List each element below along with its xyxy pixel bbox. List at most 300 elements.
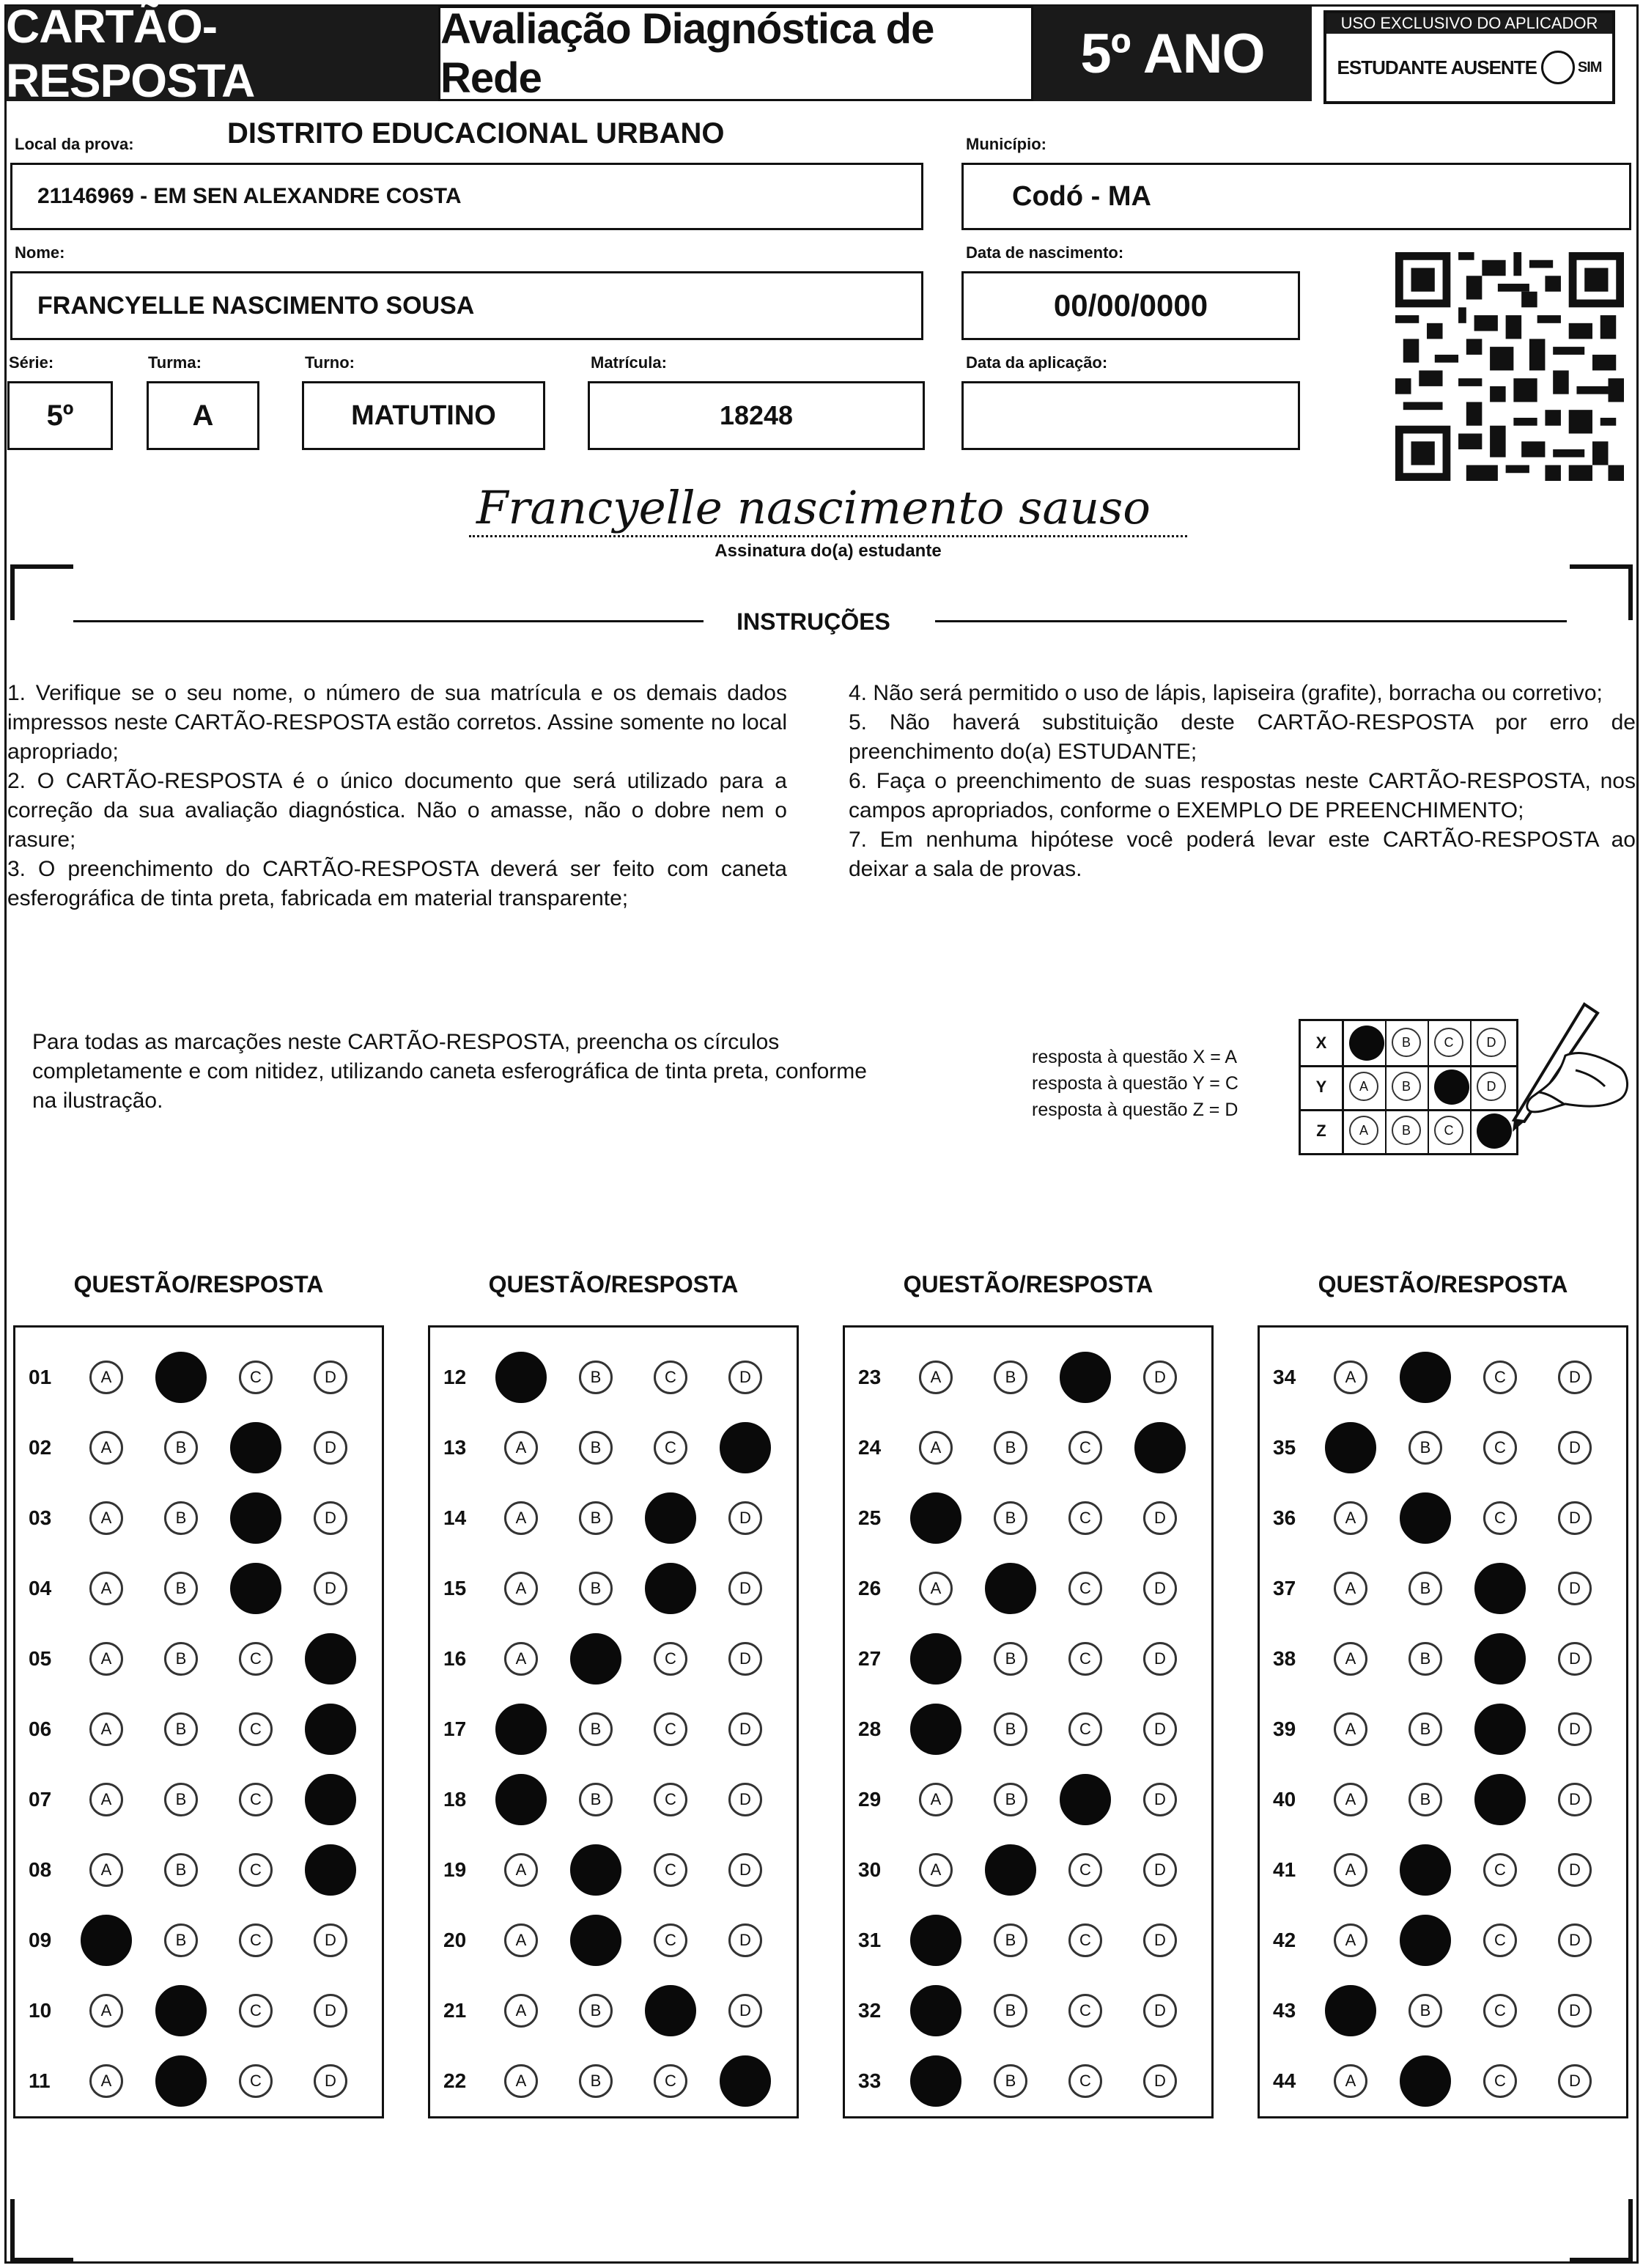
serie-value: 5º (46, 399, 74, 432)
answer-bubble-a[interactable]: A (919, 1853, 953, 1887)
question-number: 16 (443, 1647, 467, 1670)
question-number: 20 (443, 1929, 467, 1951)
answer-column (843, 1325, 1214, 2118)
example-cell-divider (1428, 1021, 1429, 1065)
answer-column (428, 1325, 799, 2118)
answer-bubble-c[interactable] (645, 1563, 696, 1614)
question-number: 17 (443, 1717, 467, 1740)
question-number: 37 (1273, 1577, 1296, 1599)
answer-bubble-b[interactable]: B (579, 1783, 613, 1816)
answer-bubble-b[interactable]: B (1408, 1994, 1442, 2028)
question-number: 14 (443, 1506, 467, 1529)
answer-bubble-c[interactable]: C (654, 1642, 687, 1676)
district-name: DISTRITO EDUCACIONAL URBANO (227, 117, 725, 150)
instructions-left (7, 679, 787, 913)
answer-bubble-d[interactable]: D (314, 1431, 347, 1465)
answer-bubble-d[interactable]: D (1143, 1994, 1177, 2028)
answer-bubble-b[interactable]: B (164, 1853, 198, 1887)
example-line: resposta à questão Y = C (1032, 1073, 1238, 1094)
answer-bubble-c[interactable]: C (654, 2064, 687, 2098)
answer-bubble-d[interactable]: D (1558, 1642, 1592, 1676)
answer-bubble-c[interactable]: C (1068, 1642, 1102, 1676)
answer-bubble-b[interactable]: B (579, 1361, 613, 1394)
answer-bubble-d[interactable]: D (314, 1361, 347, 1394)
answer-bubble-c[interactable]: C (239, 1783, 273, 1816)
answer-bubble-c[interactable]: C (654, 1361, 687, 1394)
serie-label: Série: (9, 353, 54, 372)
question-number: 19 (443, 1858, 467, 1881)
absent-checkbox[interactable] (1541, 51, 1575, 84)
example-bubble-b: B (1392, 1028, 1421, 1057)
question-number: 32 (858, 1999, 882, 2022)
example-bubble-b: B (1392, 1116, 1421, 1145)
aplicacao-field (961, 381, 1300, 450)
answer-bubble-d[interactable]: D (1558, 1923, 1592, 1957)
answer-bubble-c[interactable] (1474, 1633, 1526, 1685)
card-title (6, 0, 438, 107)
answer-column (13, 1325, 384, 2118)
answer-bubble-a[interactable] (910, 1492, 961, 1544)
question-number: 25 (858, 1506, 882, 1529)
question-number: 24 (858, 1436, 882, 1459)
question-number: 09 (29, 1929, 52, 1951)
turno-field (302, 381, 545, 450)
answer-bubble-d[interactable]: D (1143, 1501, 1177, 1535)
answer-bubble-a[interactable]: A (919, 1783, 953, 1816)
answer-bubble-c[interactable]: C (1483, 1923, 1517, 1957)
corner-top-left (10, 564, 73, 620)
answer-bubble-b[interactable]: B (164, 1431, 198, 1465)
answer-bubble-a[interactable]: A (504, 1501, 538, 1535)
signature-line (469, 535, 1187, 537)
example-bubble-a: A (1349, 1116, 1378, 1145)
nome-value: FRANCYELLE NASCIMENTO SOUSA (37, 291, 475, 320)
question-number: 29 (858, 1788, 882, 1811)
answer-bubble-c[interactable]: C (1483, 1361, 1517, 1394)
answer-bubble-d[interactable]: D (314, 1994, 347, 2028)
answer-bubble-a[interactable] (495, 1774, 547, 1825)
example-cell-divider (1385, 1021, 1387, 1065)
answer-bubble-c[interactable]: C (654, 1712, 687, 1746)
example-bubble-a (1349, 1026, 1384, 1061)
answer-bubble-b[interactable]: B (164, 1501, 198, 1535)
municipio-field (961, 163, 1631, 230)
answer-bubble-d[interactable]: D (728, 1642, 762, 1676)
answer-bubble-a[interactable]: A (89, 1431, 123, 1465)
turma-value: A (192, 399, 214, 432)
example-row (1301, 1021, 1516, 1067)
answer-bubble-a[interactable]: A (1334, 1783, 1367, 1816)
answer-bubble-c[interactable]: C (1068, 1431, 1102, 1465)
answer-bubble-b[interactable]: B (579, 1712, 613, 1746)
answer-bubble-d[interactable]: D (1558, 1783, 1592, 1816)
example-cell-divider (1470, 1109, 1472, 1153)
answer-bubble-d[interactable] (305, 1844, 356, 1896)
answer-bubble-a[interactable] (910, 1915, 961, 1966)
question-number: 04 (29, 1577, 52, 1599)
answer-bubble-b[interactable]: B (579, 1994, 613, 2028)
answer-bubble-c[interactable]: C (239, 1642, 273, 1676)
answer-column-heading: QUESTÃO/RESPOSTA (903, 1271, 1153, 1297)
answer-bubble-d[interactable]: D (1143, 1923, 1177, 1957)
answer-bubble-c[interactable] (1474, 1563, 1526, 1614)
question-number: 22 (443, 2069, 467, 2092)
answer-bubble-b[interactable] (1400, 1844, 1451, 1896)
answer-bubble-b[interactable]: B (164, 1712, 198, 1746)
answer-bubble-c[interactable]: C (1068, 2064, 1102, 2098)
question-number: 42 (1273, 1929, 1296, 1951)
answer-bubble-b[interactable]: B (579, 1572, 613, 1605)
nascimento-value: 00/00/0000 (1053, 288, 1208, 323)
answer-bubble-b[interactable]: B (994, 1783, 1027, 1816)
answer-bubble-d[interactable]: D (1558, 1572, 1592, 1605)
question-number: 11 (29, 2069, 51, 2092)
question-number: 31 (858, 1929, 882, 1951)
answer-column-heading: QUESTÃO/RESPOSTA (1318, 1271, 1568, 1297)
answer-bubble-a[interactable]: A (504, 1642, 538, 1676)
answer-bubble-a[interactable]: A (89, 1994, 123, 2028)
answer-bubble-a[interactable]: A (89, 1853, 123, 1887)
answer-bubble-b[interactable] (985, 1844, 1036, 1896)
answer-bubble-b[interactable]: B (579, 2064, 613, 2098)
question-number: 28 (858, 1717, 882, 1740)
answer-bubble-b[interactable]: B (994, 2064, 1027, 2098)
question-number: 41 (1273, 1858, 1296, 1881)
corner-top-right (1570, 564, 1633, 620)
answer-bubble-a[interactable] (910, 1985, 961, 2036)
answer-bubble-d[interactable]: D (1143, 1712, 1177, 1746)
question-number: 44 (1273, 2069, 1296, 2092)
answer-bubble-d[interactable]: D (728, 1361, 762, 1394)
example-row (1301, 1065, 1516, 1111)
answer-bubble-b[interactable]: B (994, 1923, 1027, 1957)
answer-bubble-b[interactable] (570, 1915, 621, 1966)
answer-bubble-d[interactable]: D (728, 1501, 762, 1535)
answer-bubble-b[interactable] (985, 1563, 1036, 1614)
answer-bubble-b[interactable]: B (164, 1572, 198, 1605)
turma-label: Turma: (148, 353, 202, 372)
answer-bubble-b[interactable] (1400, 2055, 1451, 2107)
example-cell-divider (1470, 1065, 1472, 1109)
answer-bubble-b[interactable]: B (994, 1712, 1027, 1746)
absent-row (1326, 34, 1612, 101)
answer-bubble-d[interactable]: D (1558, 1361, 1592, 1394)
nome-label: Nome: (15, 243, 65, 262)
answer-bubble-a[interactable] (910, 2055, 961, 2107)
answer-bubble-b[interactable]: B (994, 1501, 1027, 1535)
answer-bubble-c[interactable] (1060, 1352, 1111, 1403)
answer-bubble-d[interactable]: D (1143, 1361, 1177, 1394)
answer-bubble-d[interactable]: D (314, 1501, 347, 1535)
question-number: 03 (29, 1506, 52, 1529)
question-number: 08 (29, 1858, 52, 1881)
example-cell-divider (1470, 1021, 1472, 1065)
municipio-label: Município: (966, 135, 1046, 153)
answer-bubble-a[interactable]: A (89, 1361, 123, 1394)
answer-bubble-b[interactable] (570, 1633, 621, 1685)
answer-bubble-a[interactable]: A (504, 2064, 538, 2098)
answer-bubble-c[interactable]: C (239, 1923, 273, 1957)
answer-bubble-b[interactable]: B (1408, 1783, 1442, 1816)
answer-bubble-b[interactable]: B (1408, 1642, 1442, 1676)
answer-bubble-b[interactable] (155, 2055, 207, 2107)
answer-bubble-b[interactable]: B (1408, 1712, 1442, 1746)
local-value: 21146969 - EM SEN ALEXANDRE COSTA (37, 184, 462, 208)
answer-bubble-b[interactable]: B (994, 1361, 1027, 1394)
instruction-item: 7. Em nenhuma hipótese você poderá levar este CARTÃO-RESPOSTA ao deixar a sala de provas. (849, 828, 1636, 881)
answer-bubble-b[interactable]: B (994, 1642, 1027, 1676)
matricula-label: Matrícula: (591, 353, 667, 372)
answer-bubble-d[interactable]: D (1558, 1994, 1592, 2028)
answer-bubble-a[interactable]: A (1334, 1642, 1367, 1676)
answer-bubble-a[interactable]: A (919, 1361, 953, 1394)
answer-bubble-a[interactable]: A (919, 1572, 953, 1605)
answer-bubble-d[interactable] (720, 1422, 771, 1473)
qr-code-icon (1395, 252, 1624, 481)
answer-bubble-a[interactable]: A (1334, 1501, 1367, 1535)
answer-bubble-d[interactable] (305, 1774, 356, 1825)
question-number: 39 (1273, 1717, 1296, 1740)
answer-bubble-d[interactable]: D (728, 1783, 762, 1816)
answer-bubble-d[interactable]: D (1143, 1572, 1177, 1605)
answer-column-heading: QUESTÃO/RESPOSTA (488, 1271, 739, 1297)
answer-bubble-c[interactable] (230, 1563, 281, 1614)
absent-option: SIM (1577, 59, 1602, 76)
question-number: 43 (1273, 1999, 1296, 2022)
exam-title-text: Avaliação Diagnóstica de Rede (440, 5, 934, 102)
example-bubble-a: A (1349, 1072, 1378, 1101)
answer-bubble-d[interactable]: D (1558, 1431, 1592, 1465)
answer-bubble-d[interactable]: D (1143, 2064, 1177, 2098)
question-number: 33 (858, 2069, 882, 2092)
answer-bubble-b[interactable]: B (994, 1994, 1027, 2028)
answer-bubble-b[interactable]: B (1408, 1431, 1442, 1465)
answer-bubble-d[interactable]: D (1558, 2064, 1592, 2098)
answer-bubble-a[interactable] (81, 1915, 132, 1966)
local-label: Local da prova: (15, 135, 134, 153)
answer-bubble-c[interactable]: C (1483, 1994, 1517, 2028)
example-row-label: Y (1301, 1065, 1344, 1109)
answer-bubble-b[interactable]: B (579, 1501, 613, 1535)
answer-column (1258, 1325, 1628, 2118)
answer-bubble-a[interactable]: A (1334, 1361, 1367, 1394)
answer-bubble-c[interactable] (1474, 1774, 1526, 1825)
answer-bubble-d[interactable]: D (1143, 1783, 1177, 1816)
exam-title (438, 6, 1033, 101)
instructions-rule-right (935, 620, 1567, 622)
answer-bubble-c[interactable] (230, 1422, 281, 1473)
signature-label: Assinatura do(a) estudante (715, 541, 942, 561)
question-number: 12 (443, 1366, 467, 1388)
example-row (1301, 1109, 1516, 1153)
answer-bubble-a[interactable]: A (1334, 2064, 1367, 2098)
answer-bubble-d[interactable]: D (728, 1853, 762, 1887)
answer-bubble-d[interactable]: D (314, 1923, 347, 1957)
fill-note: Para todas as marcações neste CARTÃO-RESPOSTA, preencha os círculos completamente e com nitidez, utilizando caneta esferográfica de tinta preta, conforme na ilustração. (32, 1030, 867, 1113)
answer-bubble-c[interactable]: C (239, 1994, 273, 2028)
answer-bubble-c[interactable]: C (1068, 1994, 1102, 2028)
answer-bubble-a[interactable]: A (89, 1712, 123, 1746)
example-bubble-c (1434, 1069, 1469, 1105)
example-row-label: Z (1301, 1109, 1344, 1153)
example-cell-divider (1428, 1109, 1429, 1153)
answer-bubble-b[interactable] (1400, 1915, 1451, 1966)
answer-bubble-c[interactable] (1474, 1704, 1526, 1755)
question-number: 01 (29, 1366, 52, 1388)
answer-bubble-c[interactable]: C (1068, 1501, 1102, 1535)
example-bubble-c: C (1434, 1116, 1463, 1145)
answer-bubble-c[interactable]: C (239, 1361, 273, 1394)
corner-bottom-right (1570, 2199, 1633, 2262)
matricula-field (588, 381, 925, 450)
question-number: 36 (1273, 1506, 1296, 1529)
answer-bubble-d[interactable]: D (1558, 1853, 1592, 1887)
fill-example-table (1299, 1019, 1518, 1155)
answer-bubble-a[interactable]: A (89, 1501, 123, 1535)
example-cell-divider (1428, 1065, 1429, 1109)
question-number: 21 (443, 1999, 467, 2022)
question-number: 18 (443, 1788, 467, 1811)
answer-bubble-d[interactable]: D (1558, 1501, 1592, 1535)
answer-bubble-c[interactable]: C (654, 1853, 687, 1887)
answer-bubble-a[interactable] (910, 1633, 961, 1685)
matricula-value: 18248 (719, 400, 794, 430)
answer-bubble-a[interactable] (1325, 1985, 1376, 2036)
answer-bubble-a[interactable]: A (504, 1853, 538, 1887)
instruction-item: 4. Não será permitido o uso de lápis, lapiseira (grafite), borracha ou corretivo; (849, 681, 1603, 705)
example-row-label: X (1301, 1021, 1344, 1065)
answer-bubble-a[interactable]: A (1334, 1923, 1367, 1957)
answer-bubble-c[interactable]: C (1483, 2064, 1517, 2098)
answer-bubble-a[interactable]: A (89, 1783, 123, 1816)
answer-bubble-c[interactable] (645, 1985, 696, 2036)
pen-hand-icon (1495, 997, 1634, 1144)
answer-bubble-c[interactable] (645, 1492, 696, 1544)
answer-bubble-b[interactable]: B (1408, 1572, 1442, 1605)
answer-bubble-a[interactable] (910, 1704, 961, 1755)
example-bubble-d: D (1477, 1072, 1506, 1101)
answer-bubble-c[interactable]: C (1068, 1853, 1102, 1887)
answer-bubble-c[interactable]: C (1068, 1572, 1102, 1605)
answer-bubble-b[interactable] (155, 1985, 207, 2036)
instructions-rule-left (73, 620, 704, 622)
question-number: 27 (858, 1647, 882, 1670)
applicator-heading: USO EXCLUSIVO DO APLICADOR (1326, 13, 1612, 34)
answer-bubble-b[interactable] (1400, 1492, 1451, 1544)
answer-bubble-a[interactable]: A (89, 1642, 123, 1676)
absent-label: ESTUDANTE AUSENTE (1337, 56, 1537, 78)
answer-bubble-a[interactable] (1325, 1422, 1376, 1473)
answer-bubble-c[interactable]: C (654, 1923, 687, 1957)
example-cell-divider (1385, 1109, 1387, 1153)
answer-bubble-c[interactable]: C (239, 2064, 273, 2098)
question-number: 35 (1273, 1436, 1296, 1459)
answer-bubble-a[interactable]: A (504, 1431, 538, 1465)
answer-bubble-d[interactable]: D (1143, 1642, 1177, 1676)
answer-bubble-b[interactable] (1400, 1352, 1451, 1403)
answer-bubble-d[interactable]: D (1558, 1712, 1592, 1746)
corner-bottom-left (10, 2199, 73, 2262)
question-number: 15 (443, 1577, 467, 1599)
nome-field (10, 271, 923, 340)
example-line: resposta à questão Z = D (1032, 1100, 1238, 1120)
answer-bubble-d[interactable]: D (728, 1712, 762, 1746)
answer-bubble-d[interactable] (1134, 1422, 1186, 1473)
serie-field (7, 381, 113, 450)
applicator-box (1323, 10, 1615, 104)
answer-bubble-c[interactable]: C (654, 1783, 687, 1816)
answer-bubble-c[interactable]: C (239, 1853, 273, 1887)
answer-bubble-a[interactable] (495, 1704, 547, 1755)
answer-bubble-c[interactable]: C (1483, 1501, 1517, 1535)
question-number: 13 (443, 1436, 467, 1459)
answer-bubble-a[interactable]: A (1334, 1712, 1367, 1746)
answer-bubble-b[interactable]: B (164, 1783, 198, 1816)
answer-bubble-a[interactable]: A (504, 1923, 538, 1957)
example-lines (1032, 1044, 1281, 1123)
answer-bubble-c[interactable] (230, 1492, 281, 1544)
answer-bubble-d[interactable]: D (728, 1994, 762, 2028)
answer-bubble-a[interactable]: A (89, 1572, 123, 1605)
grade-title-text: 5º ANO (1080, 22, 1265, 85)
answer-bubble-c[interactable] (1060, 1774, 1111, 1825)
answer-bubble-a[interactable]: A (919, 1431, 953, 1465)
answer-bubble-c[interactable]: C (1068, 1923, 1102, 1957)
answer-bubble-c[interactable]: C (1483, 1853, 1517, 1887)
answer-bubble-b[interactable]: B (994, 1431, 1027, 1465)
answer-bubble-d[interactable]: D (314, 2064, 347, 2098)
example-line: resposta à questão X = A (1032, 1047, 1238, 1067)
grade-title (1033, 6, 1312, 101)
answer-bubble-a[interactable]: A (89, 2064, 123, 2098)
answer-bubble-b[interactable]: B (164, 1642, 198, 1676)
nascimento-label: Data de nascimento: (966, 243, 1124, 262)
answer-bubble-d[interactable] (305, 1704, 356, 1755)
answer-bubble-c[interactable]: C (654, 1431, 687, 1465)
answer-bubble-a[interactable]: A (1334, 1853, 1367, 1887)
instruction-item: 1. Verifique se o seu nome, o número de sua matrícula e os demais dados impressos neste CARTÃO-RESPOSTA estão corretos. Assine somente no local apropriado; (7, 681, 787, 764)
instruction-item: 3. O preenchimento do CARTÃO-RESPOSTA deverá ser feito com caneta esferográfica de tinta preta, fabricada em material transparente; (7, 857, 787, 910)
answer-bubble-d[interactable]: D (314, 1572, 347, 1605)
answer-bubble-b[interactable] (155, 1352, 207, 1403)
answer-bubble-b[interactable]: B (164, 1923, 198, 1957)
question-number: 10 (29, 1999, 52, 2022)
answer-bubble-b[interactable]: B (579, 1431, 613, 1465)
question-number: 30 (858, 1858, 882, 1881)
answer-bubble-c[interactable]: C (1483, 1431, 1517, 1465)
question-number: 26 (858, 1577, 882, 1599)
answer-bubble-d[interactable] (720, 2055, 771, 2107)
question-number: 06 (29, 1717, 52, 1740)
question-number: 02 (29, 1436, 52, 1459)
answer-bubble-a[interactable]: A (504, 1572, 538, 1605)
answer-bubble-b[interactable] (570, 1844, 621, 1896)
local-field (10, 163, 923, 230)
answer-bubble-a[interactable]: A (1334, 1572, 1367, 1605)
question-number: 34 (1273, 1366, 1296, 1388)
answer-bubble-d[interactable]: D (1143, 1853, 1177, 1887)
answer-bubble-d[interactable] (305, 1633, 356, 1685)
example-bubble-d: D (1477, 1028, 1506, 1057)
answer-bubble-c[interactable]: C (1068, 1712, 1102, 1746)
answer-bubble-a[interactable] (495, 1352, 547, 1403)
question-number: 07 (29, 1788, 52, 1811)
answer-bubble-a[interactable]: A (504, 1994, 538, 2028)
answer-bubble-c[interactable]: C (239, 1712, 273, 1746)
answer-bubble-d[interactable]: D (728, 1923, 762, 1957)
answer-bubble-d[interactable]: D (728, 1572, 762, 1605)
signature-handwriting (469, 469, 1187, 540)
